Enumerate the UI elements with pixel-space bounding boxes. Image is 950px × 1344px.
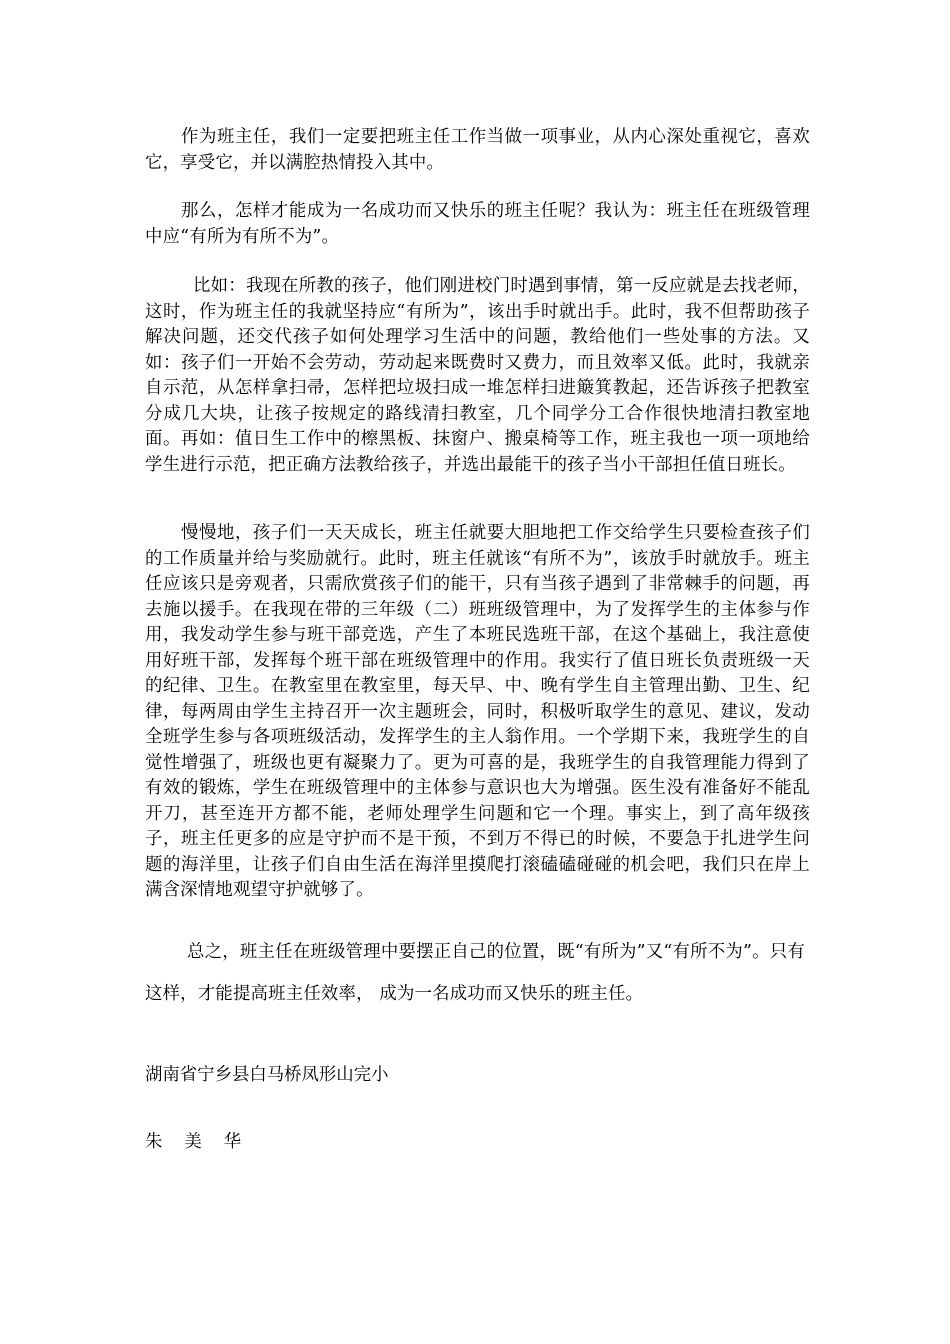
paragraph-question: 那么，怎样才能成为一名成功而又快乐的班主任呢？我认为：班主任在班级管理中应“有所为有所不为”。 <box>145 201 810 247</box>
author-name: 朱美华 <box>145 1132 264 1152</box>
paragraph-conclusion: 总之，班主任在班级管理中要摆正自己的位置，既“有所为”又“有所不为”。只有这样，才能提高班主任效率， 成为一名成功而又快乐的班主任。 <box>145 942 805 1004</box>
school-name: 湖南省宁乡县白马桥凤形山完小 <box>145 1065 389 1085</box>
paragraph-example-you-suo-wei: 比如：我现在所教的孩子，他们刚进校门时遇到事情，第一反应就是去找老师，这时，作为班主任的我就坚持应“有所为”，该出手时就出手。此时，我不但帮助孩子解决问题，还交代孩子如何处理学习生活中的问题，教给他们一些处事的方法。又如：孩子们一开始不会劳动，劳动起来既费时又费力，而且效率又低。此时，我就亲自示范，从怎样拿扫帚，怎样把垃圾扫成一堆怎样扫进簸箕教起，还告诉孩子把教室分成几大块，让孩子按规定的路线清扫教室，几个同学分工合作很快地清扫教室地面。再如：值日生工作中的檫黑板、抹窗户、搬桌椅等工作，班主我也一项一项地给学生进行示范，把正确方法教给孩子，并选出最能干的孩子当小干部担任值日班长。 <box>145 276 810 475</box>
paragraph-example-you-suo-bu-wei: 慢慢地，孩子们一天天成长，班主任就要大胆地把工作交给学生只要检查孩子们的工作质量并给与奖励就行。此时，班主任就该“有所不为”，该放手时就放手。班主任应该只是旁观者，只需欣赏孩子们的能干，只有当孩子遇到了非常棘手的问题，再去施以援手。在我现在带的三年级（二）班班级管理中，为了发挥学生的主体参与作用，我发动学生参与班干部竞选，产生了本班民选班干部，在这个基础上，我注意使用好班干部，发挥每个班干部在班级管理中的作用。我实行了值日班长负责班级一天的纪律、卫生。在教室里在教室里，每天早、中、晚有学生自主管理出勤、卫生、纪律，每两周由学生主持召开一次主题班会，同时，积极听取学生的意见、建议，发动全班学生参与各项班级活动，发挥学生的主人翁作用。一个学期下来，我班学生的自觉性增强了，班级也更有凝聚力了。更为可喜的是，我班学生的自我管理能力得到了有效的锻炼，学生在班级管理中的主体参与意识也大为增强。医生没有准备好不能乱开刀，甚至连开方都不能，老师处理学生问题和它一个理。事实上，到了高年级孩子，班主任更多的应是守护而不是干预，不到万不得已的时候，不要急于扎进学生问题的海洋里，让孩子们自由生活在海洋里摸爬打滚磕磕碰碰的机会吧，我们只在岸上满含深情地观望守护就够了。 <box>145 523 810 900</box>
paragraph-intro: 作为班主任，我们一定要把班主任工作当做一项事业，从内心深处重视它，喜欢它，享受它，并以满腔热情投入其中。 <box>145 127 810 173</box>
